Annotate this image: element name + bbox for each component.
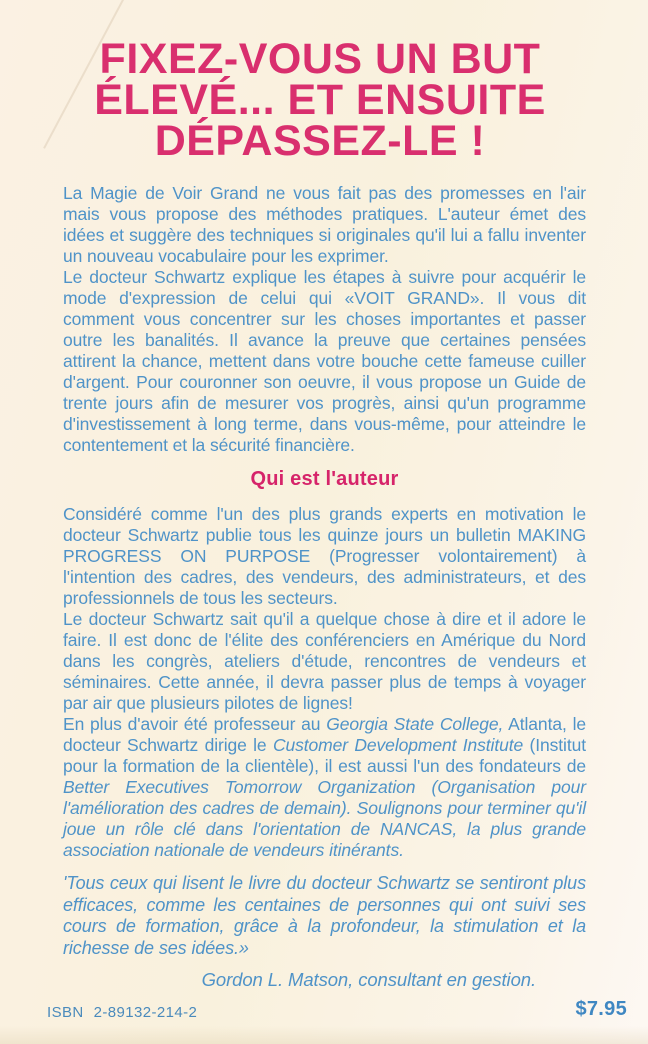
text-segment: Le docteur Schwartz sait qu'il a quelque chose à dire et il adore le faire. Il est donc de l'élite des conférenciers en Amérique du Nord dans les congrès, ateliers d'étude, rencontres de vendeurs et séminaires. Cette année, il devra passer plus de temps à voyager par air que plusieurs pilotes de lignes! — [63, 609, 586, 713]
price: $7.95 — [575, 998, 627, 1020]
text-segment: La Magie de Voir Grand ne vous fait pas des promesses en l'air mais vous propose des méthodes pratiques. L'auteur émet des idées et suggère des techniques si originales qu'il lui a fallu inventer un nouveau vocabulaire pour les exprimer. — [63, 183, 586, 266]
italic-text-segment: Better Executives Tomorrow Organization (Organisation pour l'amélioration des cadres de demain). Soulignons pour terminer qu'il joue un rôle clé dans l'orientation de NANCAS, la plus grande association nationale de vendeurs itinérants. — [63, 777, 586, 860]
paragraph — [63, 609, 586, 714]
paragraph — [63, 504, 586, 609]
author-section-heading: Qui est l'auteur — [250, 468, 399, 490]
text-segment: Le docteur Schwartz explique les étapes à suivre pour acquérir le mode d'expression de celui qui «VOIT GRAND». Il vous dit comment vous concentrer sur les choses importantes et passer outre les banalités. Il avance la preuve que certaines pensées attirent la chance, mettent dans votre bouche cette fameuse cuiller d'argent. Pour couronner son oeuvre, il vous propose un Guide de trente jours afin de mesurer vos progrès, ainsi qu'un programme d'investissement à long terme, dans vous-même, pour atteindre le contentement et la sécurité financière. — [63, 267, 586, 455]
cover-title-line-2: ÉLEVÉ... ET ENSUITE — [94, 76, 546, 124]
testimonial-signature: Gordon L. Matson, consultant en gestion. — [201, 969, 536, 990]
isbn-number: 2-89132-214-2 — [93, 1004, 198, 1021]
italic-text-segment: Customer Development Institute — [272, 735, 524, 755]
text-segment: (Institut pour la formation de la clientèle), il est aussi l'un des fondateurs de — [63, 735, 586, 776]
italic-text-segment: Georgia State College, — [326, 714, 504, 734]
text-segment: En plus d'avoir été professeur au — [63, 714, 327, 734]
paragraph — [63, 714, 586, 861]
cover-title — [0, 35, 640, 165]
isbn-label: ISBN — [47, 1004, 84, 1021]
cover-title-line-3: DÉPASSEZ-LE ! — [154, 117, 486, 165]
paragraph — [63, 267, 586, 456]
cover-body-text — [63, 183, 586, 990]
text-segment: Atlanta, le docteur Schwartz dirige le — [63, 714, 586, 755]
isbn — [47, 1004, 197, 1021]
cover-title-line-1: FIXEZ-VOUS UN BUT — [99, 35, 541, 83]
intro-paragraphs — [63, 183, 586, 456]
testimonial-quote: 'Tous ceux qui lisent le livre du docteur Schwartz se sentiront plus efficaces, comme les centaines de personnes qui ont suivi ses cours de formation, grâce à la profondeur, la stimulation et la richesse de ses idées.» — [63, 873, 586, 958]
text-segment: Considéré comme l'un des plus grands experts en motivation le docteur Schwartz publie tous les quinze jours un bulletin MAKING PROGRESS ON PURPOSE (Progresser volontairement) à l'intention des cadres, des vendeurs, des administrateurs, et des professionnels de tous les secteurs. — [63, 504, 586, 608]
author-paragraphs — [63, 504, 586, 861]
paragraph — [63, 183, 586, 267]
